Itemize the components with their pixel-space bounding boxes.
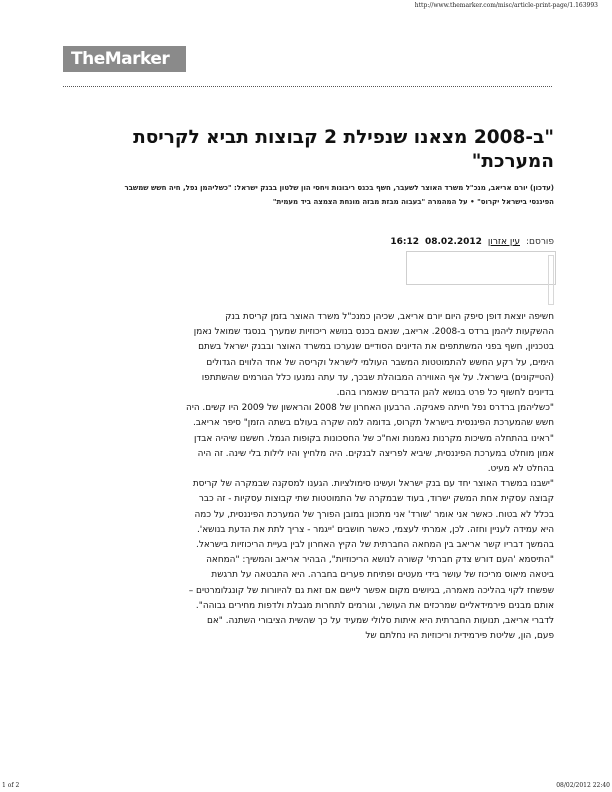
article-meta	[114, 237, 554, 247]
page-number: 1 of 2	[2, 782, 20, 789]
article-body	[186, 310, 554, 644]
print-url: http://www.themarker.com/misc/article-print-page/1.163993	[414, 2, 598, 9]
paragraph: בהמשך דבריו קשר אריאב בין המחאה החברתית של הקיץ האחרון לבין בעיית הריכוזיות בישראל. "התיסמא 'העם דורש צדק חברתי' קשורה לנושא הריכוזיות", הבהיר אריאב והמשיך: "המחאה ביטאה מיאוס מריכוז של עושר בידי מעטים ופתיחת פערים בחברה. היא התבטאה על תרגשת שפשחז לקוי בהליכה מאמרה, בגיושים מקום אפשר ליישם אם זאת גם להיוורות של קונגלומרטים – אותם מבנים פירמידאליים שמרכזים את העושר, וגורמים לתחרות מגבלת ולדפות מחירים גבוהה".	[188, 540, 554, 611]
article-subhead: (עדכון) יורם אריאב, מנכ"ל משרד האוצר לשעבר, חשף בכנס ריבונות ויחסי הון שלטון בבנק ישראל: "כשליהמן נפל, חיה חשש שמשבר הפיננסי בישראל יקרוס" • על המהמרה "בעבוה מבזת מבזה מונחת הצמצה ביד מעמית"	[124, 184, 554, 206]
themarker-logo	[63, 46, 186, 72]
header-divider	[63, 86, 552, 87]
date-label: פורסם:	[526, 237, 554, 247]
paragraph: לדברי אריאב, תנועות החברתית היא איתות סלולי שמעיד על כך שהשית הציבורי השתנה. "אם פעם, הון, שליטת פירמידית וריכוזיות היו נחלתם של	[206, 616, 554, 642]
paragraph: "כשליהמן ברדרס נפל חייתה פאניקה. הרבעון האחרון של 2008 והראשון של 2009 היו קשים. היה חשש שהמערכת הפיננסית בישראל תקרוס, בדומה למה שקרה בעולם בשתה הזמן" סיפר אריאב. "ראינו בהתחלה משיכות מקרנות נאמנות ואח"כ של החסכונות בקופות הגמל. חששנו שיהיה אבדן אמון מוחלט במערכת הפיננסית, שיביא לפריצה לבנקים. היה מלחיץ והיו לילות בלי שינה. זה היה בהחלט לא מעיט.	[186, 403, 554, 475]
logo-text-the: The	[71, 49, 105, 69]
publish-date: 08.02.2012	[424, 237, 482, 247]
ad-placeholder	[406, 251, 556, 285]
author-link[interactable]: עין אזרון	[487, 237, 520, 247]
paragraph: "ישבנו במשרד האוצר יחד עם בנק ישראל ועשינו סימולציות. הגענו למסקנה שבמקרה של קריסת קבוצה עסקית אחת המשק ישרוד, בעוד שבמקרה של התמוטטות שתי קבוצות עסקיות - זה כבר בכלל לא בטוח. כאשר אני אומר 'שורד' אני מתכוון במובן הפורך של המערכת הפיננסית, על כמה היא עמידה לעניין וחזה. לכן, אמרתי לעצמי, כאשר חושבים 'ייגמר - צריך לתת את הדעת בנושא'.	[192, 479, 554, 535]
logo-text-marker: Marker	[104, 49, 170, 69]
article-headline: "ב-2008 מצאנו שנפילת 2 קבוצות תביא לקריסת המערכת"	[133, 127, 554, 172]
ad-placeholder-edge	[548, 255, 554, 305]
publish-time: 16:12	[390, 237, 419, 247]
paragraph: חשיפה יוצאת דופן סיפק היום יורם אריאב, שכיהן כמנכ"ל משרד האוצר בזמן קריסת בנק ההשקעות ליהמן ברדס ב-2008. אריאב, שנאם בכנס בנושא ריכוזיות שמערך בנסגד שמואל נאמן בטכניון, חשף בפני המשתתפים את הדיונים הסודיים שנערכו במשרד האוצר ובבנק ישראל בשתם הימים, על רקע החשש להתמוטטות המשבר העולמי לישראל וקריסה של אחד הלווים הגדולים (הטייקונים) בישראל. על אף האווירה המבוהלת שבכך, עד עתה נמנעו כלל הגורמים שהשתתפו בדיונים לחשוף כל פרט בנושא להגן הדברים שנאמרו בהם.	[193, 312, 554, 399]
print-timestamp: 08/02/2012 22:40	[556, 782, 610, 789]
